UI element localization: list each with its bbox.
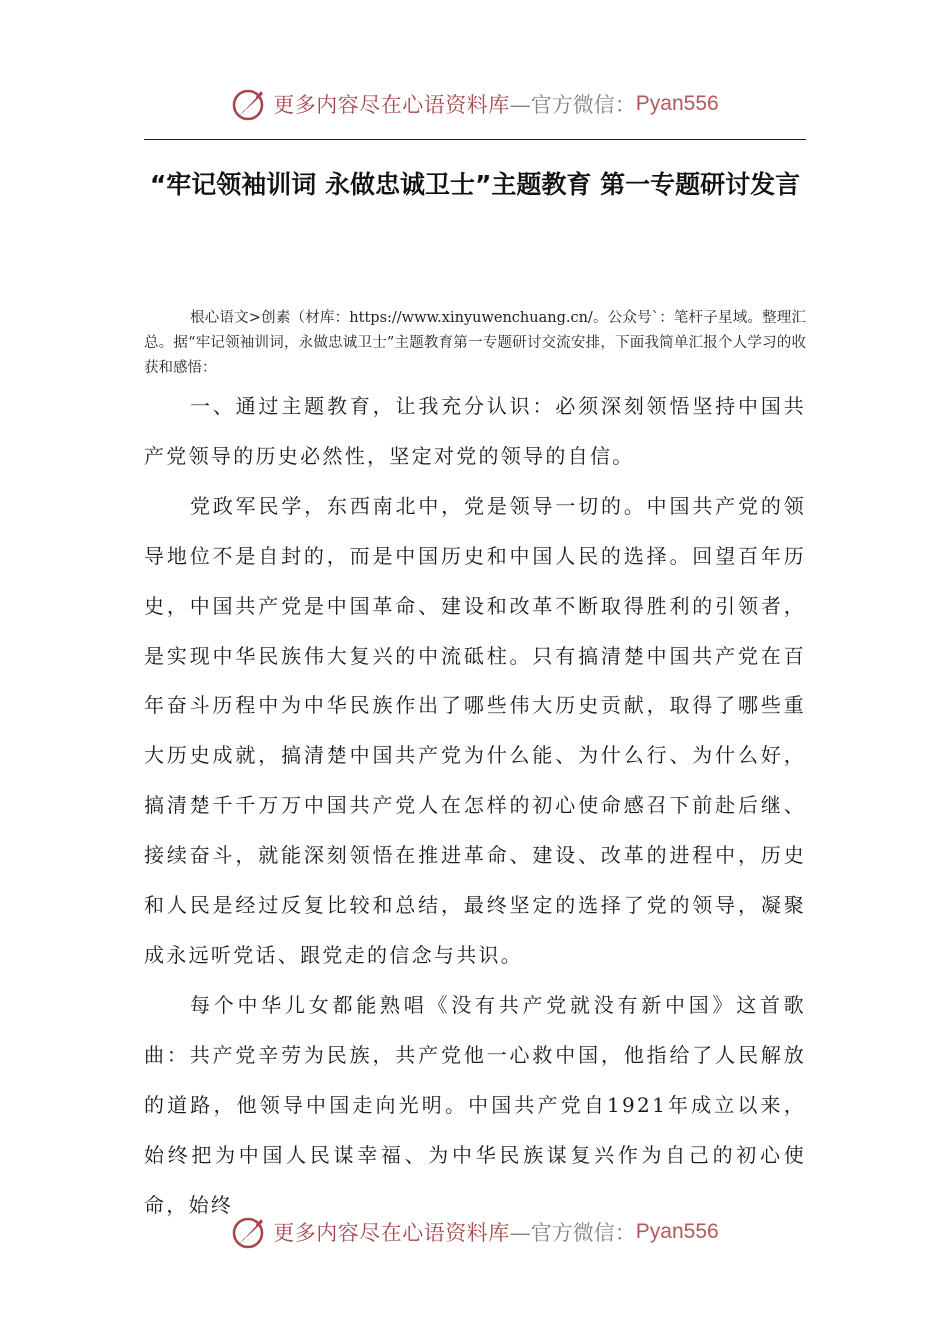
banner-wechat-id: Pyan556 (635, 1220, 719, 1243)
body-paragraph: 党政军民学，东西南北中，党是领导一切的。中国共产党的领导地位不是自封的，而是中国历史和中国人民的选择。回望百年历史，中国共产党是中国革命、建设和改革不断取得胜利的引领者，是实现中华民族伟大复兴的中流砥柱。只有搞清楚中国共产党在百年奋斗历程中为中华民族作出了哪些伟大历史贡献，取得了哪些重大历史成就，搞清楚中国共产党为什么能、为什么行、为什么好，搞清楚千千万万中国共产党人在怎样的初心使命感召下前赴后继、接续奋斗，就能深刻领悟在推进革命、建设、改革的进程中，历史和人民是经过反复比较和总结，最终坚定的选择了党的领导，凝聚成永远听党话、跟党走的信念与共识。 (144, 493, 806, 967)
banner-wechat-id: Pyan556 (635, 92, 719, 115)
banner-text-red: 更多内容尽在心语资料库 (273, 1221, 510, 1245)
body-paragraph: 每个中华儿女都能熟唱《没有共产党就没有新中国》这首歌曲：共产党辛劳为民族，共产党他一心救中国，他指给了人民解放的道路，他领导中国走向光明。中国共产党自1921年成立以来，始终把为中国人民谋幸福、为中华民族谋复兴作为自己的初心使命，始终 (144, 992, 806, 1217)
header-rule (144, 139, 806, 140)
header-banner (0, 84, 950, 124)
quill-logo-icon (231, 1214, 267, 1250)
banner-text-gray: —官方微信： (509, 93, 636, 117)
document-title: “牢记领袖训词 永做忠诚卫士”主题教育 第一专题研讨发言 (149, 170, 801, 199)
body-paragraph: 一、通过主题教育，让我充分认识：必须深刻领悟坚持中国共产党领导的历史必然性，坚定对党的领导的自信。 (144, 394, 806, 468)
footer-banner (0, 1212, 950, 1252)
intro-paragraph: 根心语文>创素（材库：https://www.xinyuwenchuang.cn/。公众号`：笔杆子星域。整理汇总。据“牢记领袖训词，永做忠诚卫士”主题教育第一专题研讨交流安排，下面我简单汇报个人学习的收获和感悟： (144, 310, 806, 376)
banner-text-gray: —官方微信： (509, 1221, 636, 1245)
quill-logo-icon (231, 86, 267, 122)
document-body (144, 382, 806, 1230)
banner-text-red: 更多内容尽在心语资料库 (273, 93, 510, 117)
